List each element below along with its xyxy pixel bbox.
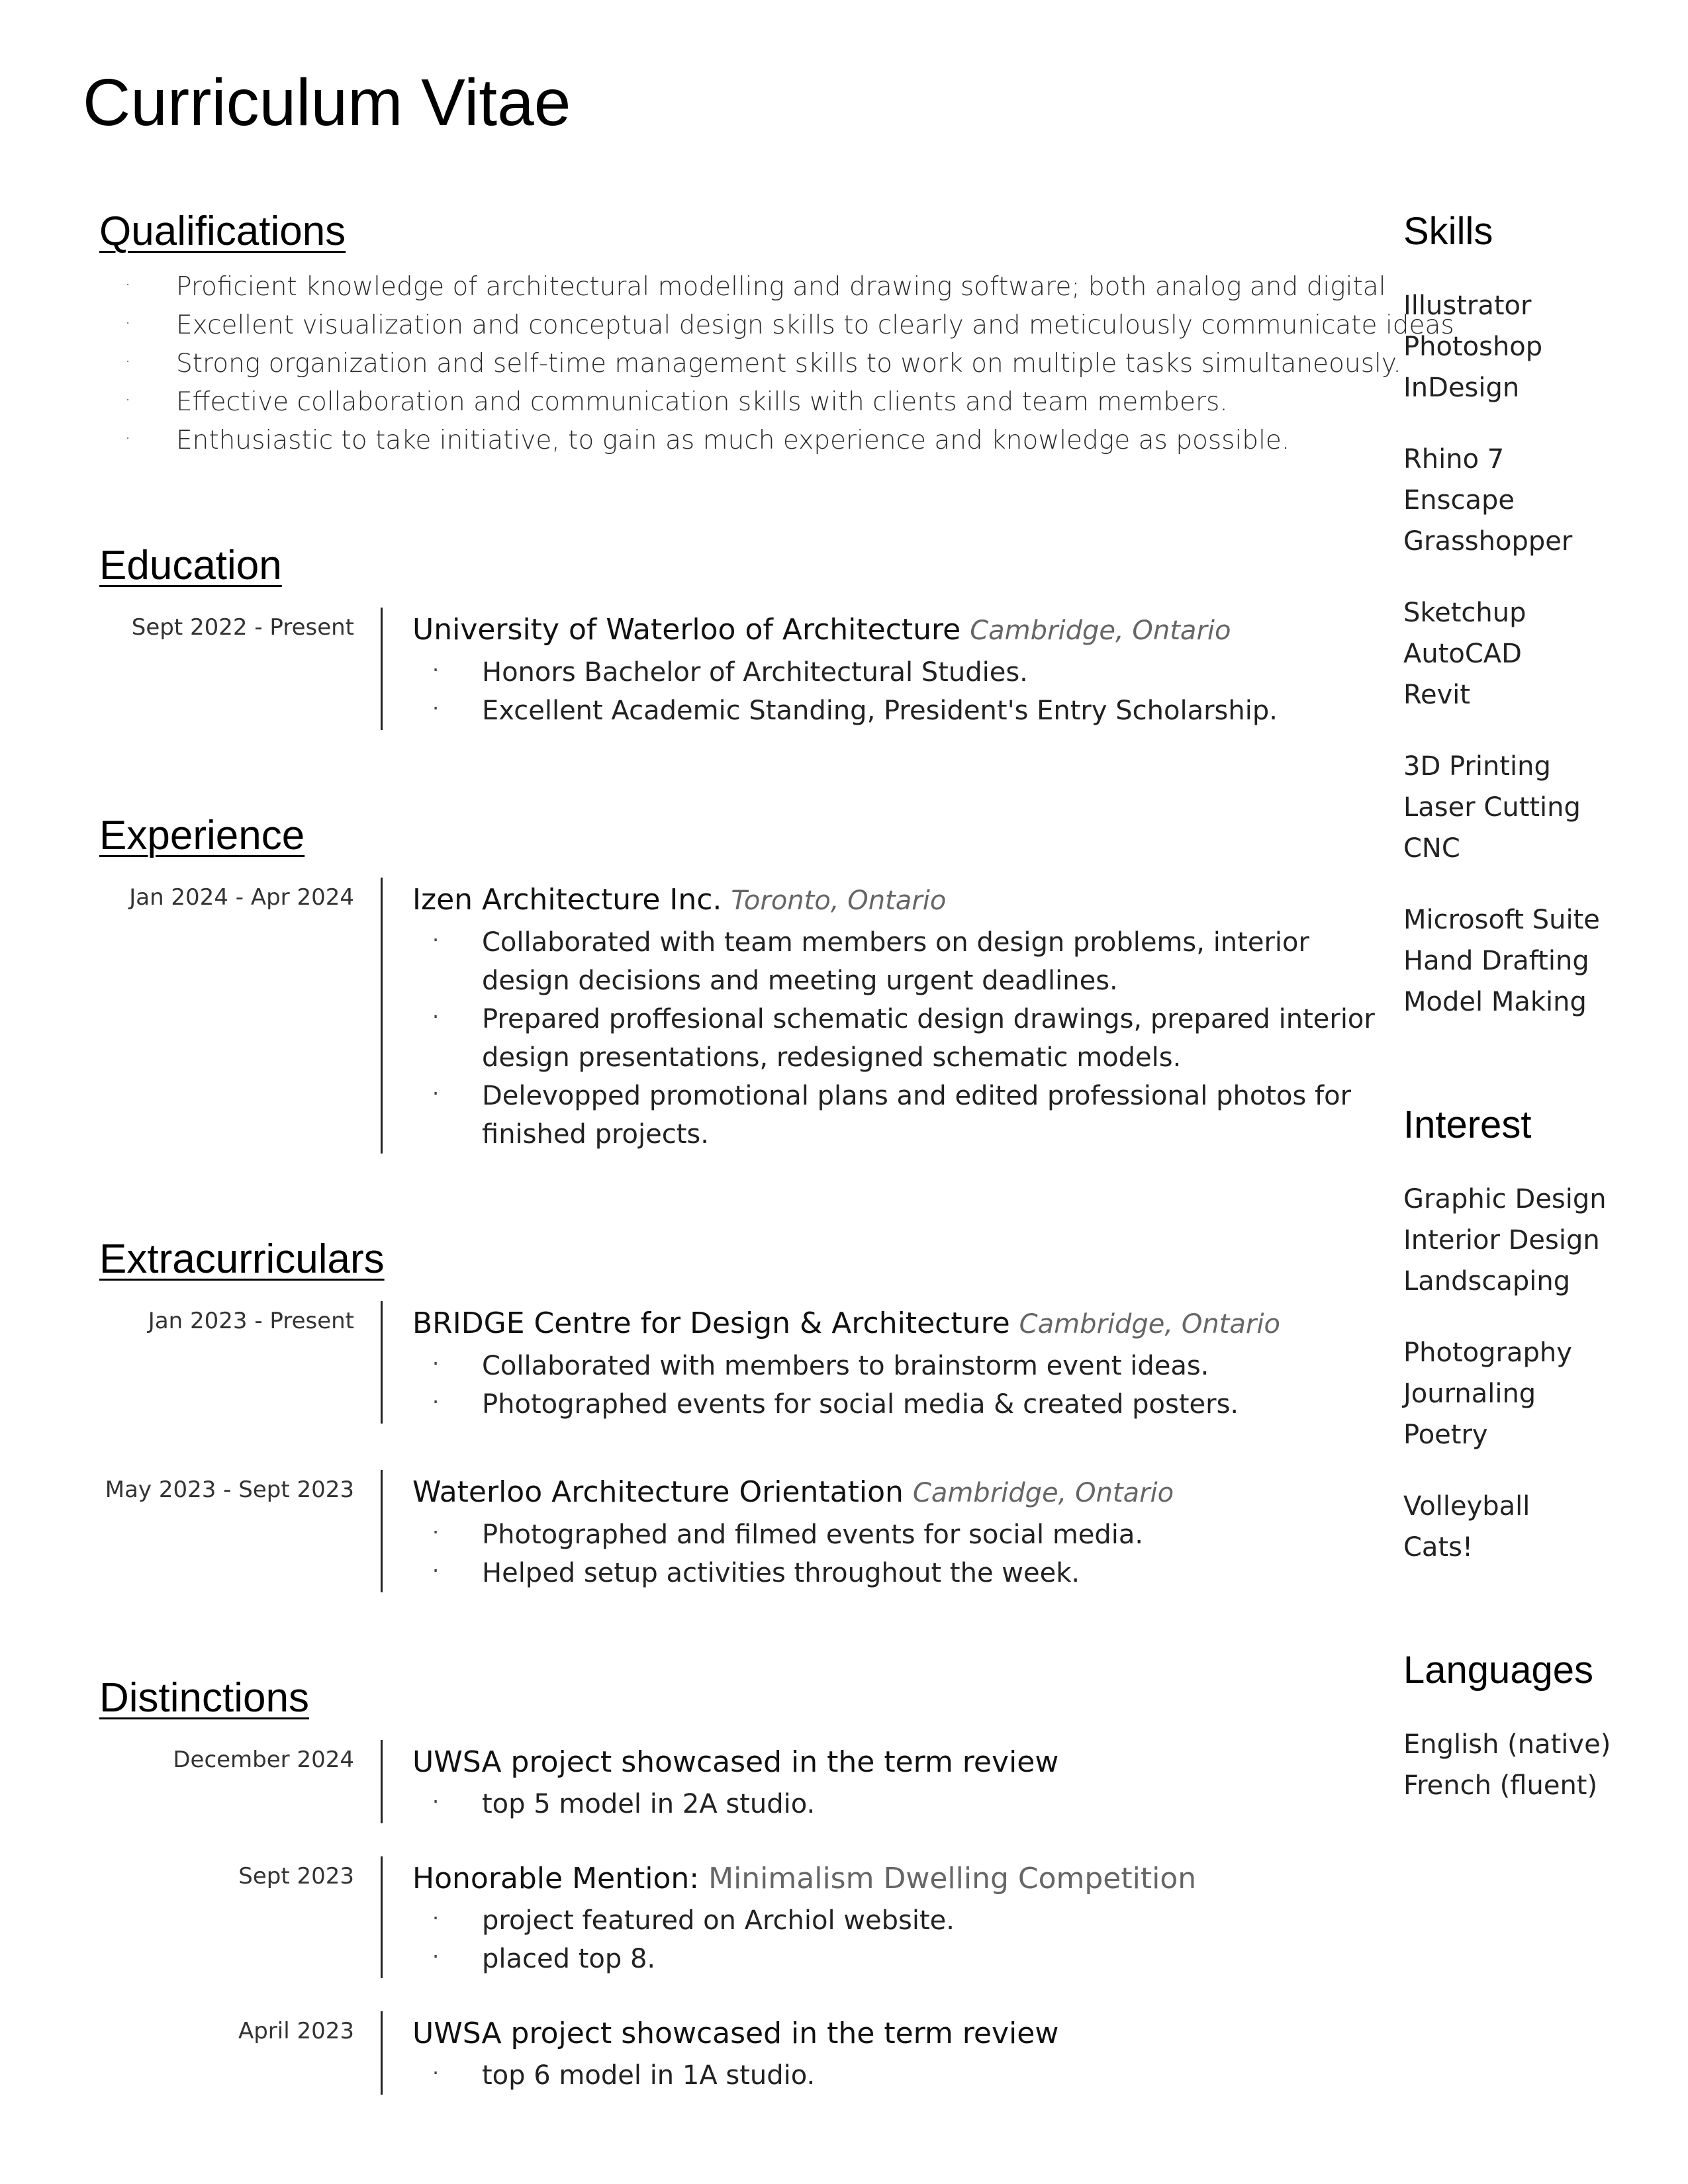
entry-body	[381, 1301, 1377, 1424]
sidebar	[1403, 202, 1668, 1806]
interest-heading: Interest	[1403, 1103, 1532, 1146]
distinctions-heading: Distinctions	[99, 1675, 309, 1721]
extracurricular-entry	[99, 1470, 1377, 1592]
languages-section	[1403, 1641, 1668, 1806]
list-item: · Delevopped promotional plans and edited professional photos for finished projects.	[412, 1077, 1377, 1154]
list-item: French (fluent)	[1403, 1770, 1598, 1801]
list-item: Illustrator	[1403, 291, 1532, 321]
entry-date: May 2023 - Sept 2023	[105, 1477, 354, 1503]
org-location: Toronto, Ontario	[731, 886, 947, 916]
entry-date: Sept 2023	[238, 1863, 354, 1889]
list-item: Grasshopper	[1403, 526, 1573, 557]
skills-group	[1403, 899, 1668, 1023]
entry-bullets	[412, 2056, 1377, 2095]
distinction-subtitle: Minimalism Dwelling Competition	[708, 1862, 1197, 1895]
list-item: Landscaping	[1403, 1266, 1571, 1297]
list-item: · Proficient knowledge of architectural modelling and drawing software; both analog and digital	[99, 268, 1377, 306]
list-item: Photoshop	[1403, 332, 1543, 362]
entry-bullets	[412, 923, 1377, 1154]
list-item: · Collaborated with members to brainstorm event ideas.	[412, 1347, 1377, 1385]
distinction-entry	[99, 1856, 1377, 1978]
entry-org	[412, 608, 1377, 653]
list-item: Journaling	[1403, 1379, 1536, 1409]
list-item: · Excellent Academic Standing, President's Entry Scholarship.	[412, 692, 1377, 730]
list-item: Poetry	[1403, 1420, 1488, 1450]
list-item: CNC	[1403, 833, 1460, 864]
distinctions-section	[99, 1668, 1377, 2095]
list-item: Model Making	[1403, 987, 1587, 1017]
distinction-entry	[99, 1740, 1377, 1823]
skills-group	[1403, 592, 1668, 715]
list-item: Graphic Design	[1403, 1184, 1607, 1214]
entry-bullets	[412, 1785, 1377, 1823]
entry-org	[412, 1301, 1377, 1347]
list-item: Photography	[1403, 1338, 1572, 1368]
list-item: 3D Printing	[1403, 751, 1551, 782]
list-item: AutoCAD	[1403, 639, 1522, 669]
list-item: · Enthusiastic to take initiative, to gain as much experience and knowledge as possible.	[99, 422, 1377, 460]
qualifications-section	[99, 202, 1454, 460]
extracurriculars-heading: Extracurriculars	[99, 1236, 385, 1282]
org-name: Izen Architecture Inc.	[412, 883, 722, 917]
entry-bullets	[412, 1347, 1377, 1424]
education-section	[99, 536, 1377, 730]
list-item: · Honors Bachelor of Architectural Studies.	[412, 653, 1377, 692]
list-item: Hand Drafting	[1403, 946, 1589, 976]
entry-org	[412, 878, 1377, 923]
entry-date: December 2024	[173, 1747, 354, 1773]
list-item: Interior Design	[1403, 1225, 1600, 1255]
education-entry	[99, 608, 1377, 730]
entry-body	[381, 1470, 1377, 1592]
list-item: · Photographed and filmed events for social media.	[412, 1516, 1377, 1554]
extracurriculars-section	[99, 1230, 1377, 1592]
interest-group	[1403, 1179, 1668, 1302]
skills-section	[1403, 202, 1668, 1023]
org-location: Cambridge, Ontario	[1019, 1309, 1280, 1340]
extracurricular-entry	[99, 1301, 1377, 1424]
list-item: · Effective collaboration and communication skills with clients and team members.	[99, 383, 1377, 422]
entry-body	[381, 1856, 1377, 1978]
list-item: · Prepared proffesional schematic design drawings, prepared interior design presentations, redesigned schematic models.	[412, 1000, 1377, 1077]
entry-org	[412, 1470, 1377, 1516]
interest-section	[1403, 1095, 1668, 1568]
qualifications-heading: Qualifications	[99, 208, 346, 254]
list-item: Cats!	[1403, 1532, 1473, 1563]
skills-group	[1403, 746, 1668, 869]
entry-date: Jan 2023 - Present	[148, 1308, 354, 1334]
list-item: Sketchup	[1403, 598, 1526, 628]
entry-bullets	[412, 1516, 1377, 1592]
page-title: Curriculum Vitae	[83, 66, 571, 140]
experience-entry	[99, 878, 1377, 1154]
list-item: · Excellent visualization and conceptual design skills to clearly and meticulously communicate ideas	[99, 306, 1377, 345]
list-item: · top 6 model in 1A studio.	[412, 2056, 1377, 2095]
experience-heading: Experience	[99, 813, 305, 858]
org-name: Waterloo Architecture Orientation	[412, 1475, 904, 1509]
interest-group	[1403, 1332, 1668, 1455]
qualifications-list	[99, 268, 1454, 460]
distinction-title: UWSA project showcased in the term review	[412, 2017, 1059, 2050]
list-item: · project featured on Archiol website.	[412, 1901, 1377, 1940]
list-item: Revit	[1403, 680, 1471, 710]
entry-body	[381, 878, 1377, 1154]
list-item: Enscape	[1403, 485, 1515, 516]
entry-date: April 2023	[238, 2018, 354, 2044]
distinction-title-line	[412, 1856, 1377, 1901]
education-heading: Education	[99, 543, 282, 588]
skills-heading: Skills	[1403, 210, 1493, 253]
list-item: · Photographed events for social media & created posters.	[412, 1385, 1377, 1424]
entry-bullets	[412, 653, 1377, 730]
list-item: Rhino 7	[1403, 444, 1505, 475]
languages-heading: Languages	[1403, 1649, 1594, 1692]
distinction-entry	[99, 2011, 1377, 2095]
entry-date: Jan 2024 - Apr 2024	[129, 884, 354, 911]
list-item: Microsoft Suite	[1403, 905, 1600, 935]
entry-bullets	[412, 1901, 1377, 1978]
entry-date: Sept 2022 - Present	[131, 614, 354, 641]
list-item: Laser Cutting	[1403, 792, 1581, 823]
list-item: · top 5 model in 2A studio.	[412, 1785, 1377, 1823]
list-item: · placed top 8.	[412, 1940, 1377, 1978]
skills-group	[1403, 285, 1668, 408]
experience-section	[99, 806, 1377, 1154]
list-item: · Helped setup activities throughout the week.	[412, 1554, 1377, 1592]
org-location: Cambridge, Ontario	[912, 1478, 1174, 1508]
entry-body	[381, 1740, 1377, 1823]
interest-group	[1403, 1486, 1668, 1568]
distinction-title: Honorable Mention:	[412, 1862, 700, 1895]
languages-group	[1403, 1724, 1668, 1806]
org-location: Cambridge, Ontario	[970, 615, 1231, 646]
skills-group	[1403, 439, 1668, 562]
org-name: University of Waterloo of Architecture	[412, 613, 961, 647]
list-item: InDesign	[1403, 373, 1520, 403]
list-item: Volleyball	[1403, 1491, 1530, 1522]
distinction-title: UWSA project showcased in the term review	[412, 1745, 1059, 1779]
list-item: · Strong organization and self-time management skills to work on multiple tasks simultaneously.	[99, 345, 1377, 383]
entry-body	[381, 2011, 1377, 2095]
list-item: English (native)	[1403, 1729, 1611, 1760]
entry-body	[381, 608, 1377, 730]
list-item: · Collaborated with team members on design problems, interior design decisions and meeting urgent deadlines.	[412, 923, 1377, 1000]
org-name: BRIDGE Centre for Design & Architecture	[412, 1306, 1010, 1340]
